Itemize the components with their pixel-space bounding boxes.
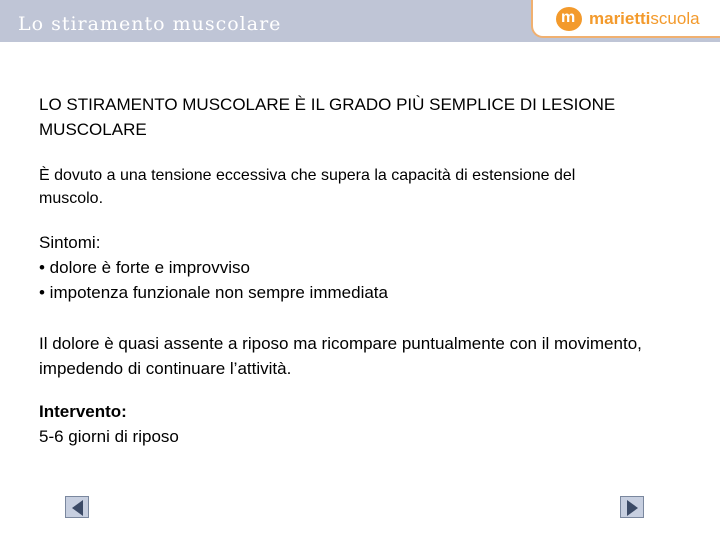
definition-line: muscolo. [39,190,104,207]
symptoms-section: Sintomi: • dolore è forte e improvviso • impotenza funzionale non sempre immediata [39,230,679,305]
slide-heading: LO STIRAMENTO MUSCOLARE È IL GRADO PIÙ SEMPLICE DI LESIONE MUSCOLARE [39,95,616,139]
list-item: • impotenza funzionale non sempre immediata [39,283,388,302]
intervention-text: 5-6 giorni di riposo [39,427,179,446]
definition-line: È dovuto a una tensione eccessiva che supera la capacità di estensione del [39,167,576,184]
header-bar [0,0,720,42]
triangle-right-icon [621,497,645,519]
next-button[interactable] [620,496,644,518]
pain-description: Il dolore è quasi assente a riposo ma ricompare puntualmente con il movimento, impedendo di continuare l’attività. [39,334,642,378]
symptoms-label: Sintomi [39,233,96,252]
page-title: Lo stiramento muscolare [18,13,282,35]
list-item: • dolore è forte e improvviso [39,258,250,277]
logo-wordmark: mariettiscuola [589,9,700,28]
publisher-logo [531,0,720,38]
slide-content [39,92,679,449]
definition [39,164,679,210]
previous-button[interactable] [65,496,89,518]
intervention-section [39,399,679,449]
intervention-label: Intervento: [39,402,127,421]
logo-icon: m [556,7,582,31]
triangle-left-icon [66,497,90,519]
